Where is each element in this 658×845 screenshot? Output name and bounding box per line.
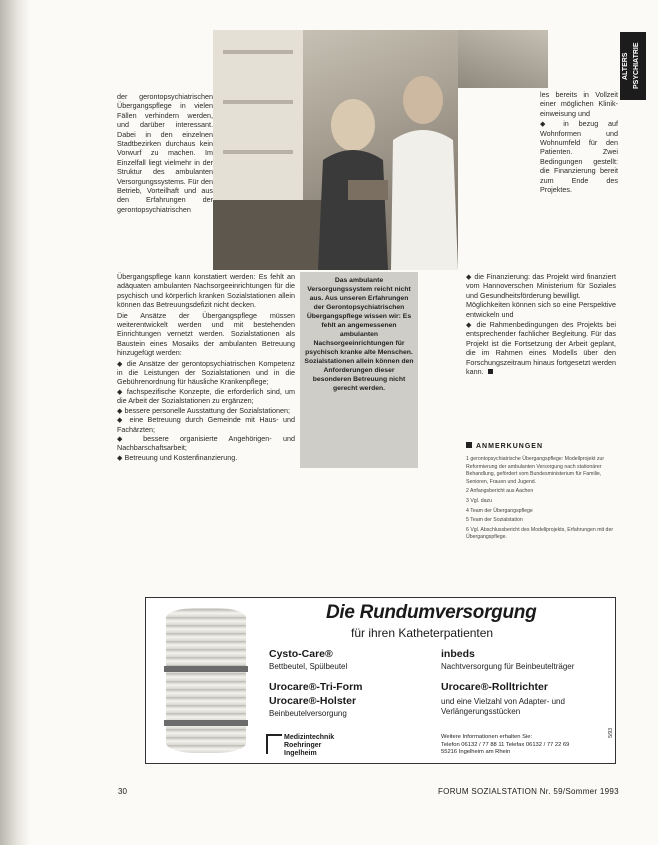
footnote: 6 Vgl. Abschlussbericht des Modellprojekts, Erfahrungen mit der Übergangspflege. xyxy=(466,526,614,541)
page-number: 30 xyxy=(118,787,127,796)
right-column-top xyxy=(540,90,618,194)
left-column-top-text: der gerontopsychiatrischen Übergangspflege in vielen Fällen verhindern werden, und darüber interessant. Dabei in den einzelnen Stadtbezirken durchaus kein Vorwurf zu machen. Im Einzelfall liegt vielmehr in der Struktur des ambulanten Versorgungssystems. Für den Betrieb, Vorteilhaft und aus den Erfahrungen der gerontopsychiatrischen xyxy=(117,92,213,214)
ad-product-text: Beinbeutelversorgung xyxy=(269,709,347,718)
left-bullet: ◆ eine Betreuung durch Gemeinde mit Haus- und Fachärzten; xyxy=(117,415,295,434)
left-bullet: ◆ die Ansätze der gerontopsychiatrischen Kompetenz in die Leistungen der Sozialstationen und in die Gebührenordnung für häusliche Krankenpflege; xyxy=(117,358,295,387)
right-bullet: ◆ die Rahmenbedingungen des Projekts bei entsprechender fachlicher Begleitung. Für das Projekt ist die Fortsetzung der Arbeit geplant, die im Rahmen eines Modells über den Forschungszeitraum hinaus fortgesetzt werden kann. xyxy=(466,320,616,377)
product-image xyxy=(166,608,246,753)
ad-headline: Die Rundumversorgung xyxy=(326,602,537,623)
ad-product-text: Nachtversorgung für Beinbeutelträger xyxy=(441,662,575,671)
left-column xyxy=(117,272,295,462)
footnote: 5 Team der Sozialstation xyxy=(466,517,523,524)
page-binding-shadow xyxy=(0,0,30,845)
right-bullet: ◆ in bezug auf Wohnformen und Wohnumfeld für den Patienten. Zwei Bedingungen gestellt: die Finanzierung bereit zum Ende des Projektes. xyxy=(540,119,618,195)
right-paragraph-2: Möglichkeiten können sich so eine Perspektive entwickeln und xyxy=(466,300,616,319)
ad-product-text: Bettbeutel, Spülbeutel xyxy=(269,662,348,671)
section-tab: ALTERS PSYCHIATRIE xyxy=(620,32,646,100)
ad-address: Weitere Informationen erhalten Sie: Telefon 06132 / 77 88 11 Telefax 06132 / 77 22 69 55216 Ingelheim am Rhein xyxy=(441,734,570,755)
ad-code: 5/93 xyxy=(608,728,614,738)
ad-product-text: und eine Vielzahl von Adapter- und Verlängerungsstücken xyxy=(441,697,565,716)
ad-subline: für ihren Katheterpatienten xyxy=(351,626,494,640)
footnote: 3 Vgl. dazu xyxy=(466,497,492,504)
left-bullet: ◆ fachspezifische Konzepte, die erforderlich sind, um die Arbeit der Sozialstationen zu ergänzen; xyxy=(117,386,295,406)
footnote: 2 Anfangsbericht aus Aachen xyxy=(466,488,534,495)
company-logo-text: Medizintechnik Roehringer Ingelheim xyxy=(284,734,335,757)
left-bullet: ◆ bessere organisierte Angehörigen- und Nachbarschaftsarbeit; xyxy=(117,433,295,453)
footnote: 4 Team der Übergangspflege xyxy=(466,507,533,514)
pull-quote xyxy=(300,272,418,468)
right-bullet: ◆ die Finanzierung: das Projekt wird finanziert vom Hannoverschen Ministerium für Soziales und Gesundheitsförderung bewilligt. xyxy=(466,272,616,300)
end-mark-icon xyxy=(488,369,493,374)
pull-quote-text: Das ambulante Versorgungssystem reicht nicht aus. Aus unseren Erfahrungen der Gerontopsychiatrischen Übergangspflege wissen wir: Es fehlt an angemessenen ambulanten Nachsorgeeinrichtungen für psychisch kranke alte Menschen. Sozialstationen allein können den Anforderungen dieser besonderen Betreuung nicht gerecht werden. xyxy=(304,277,414,392)
right-paragraph-1: les bereits in Vollzeit einer möglichen Klinikeinweisung und xyxy=(540,90,618,118)
ad-product-title: Urocare®-Rolltrichter xyxy=(441,681,548,693)
notes-heading: ANMERKUNGEN xyxy=(466,442,543,450)
article-photo xyxy=(213,30,458,270)
company-logo-icon xyxy=(266,734,282,754)
photo-extension xyxy=(458,30,548,88)
ad-product-title: inbeds xyxy=(441,648,475,660)
left-paragraph-2: Die Ansätze der Übergangspflege müssen weiterentwickelt werden und mit bestehenden Einrichtungen vernetzt werden. Sozialstationen als Baustein eines Mosaiks der ambulanten Betreuung hinzugefügt werden: xyxy=(117,310,295,358)
left-column-top xyxy=(117,92,213,215)
advertisement xyxy=(145,597,616,764)
left-bullet: ◆ bessere personelle Ausstattung der Sozialstationen; xyxy=(117,405,290,415)
footnote: 1 gerontopsychiatrische Übergangspflege: Modellprojekt zur Reformierung der ambulanten Versorgung nach stationärer Behandlung, gefördert vom Bundesministerium für Familie, Senioren, Frauen und Jugend. xyxy=(466,456,605,485)
ad-product-title: Urocare®-Holster xyxy=(269,695,357,707)
ad-product-title: Cysto-Care® xyxy=(269,648,333,660)
ad-product-title: Urocare®-Tri-Form xyxy=(269,681,363,693)
publication-footer: FORUM SOZIALSTATION Nr. 59/Sommer 1993 xyxy=(438,787,619,796)
left-paragraph-1: Übergangspflege kann konstatiert werden: Es fehlt an adäquaten ambulanten Nachsorgeeinrichtungen für die psychisch und körperlich kranken Sozialstationen allein können das Betreuungsdefizit nicht decken. xyxy=(117,272,295,310)
footnotes xyxy=(466,456,616,544)
photo-illustration xyxy=(213,30,458,270)
left-bullet: ◆ Betreuung und Kostenfinanzierung. xyxy=(117,452,238,462)
right-column xyxy=(466,272,616,376)
